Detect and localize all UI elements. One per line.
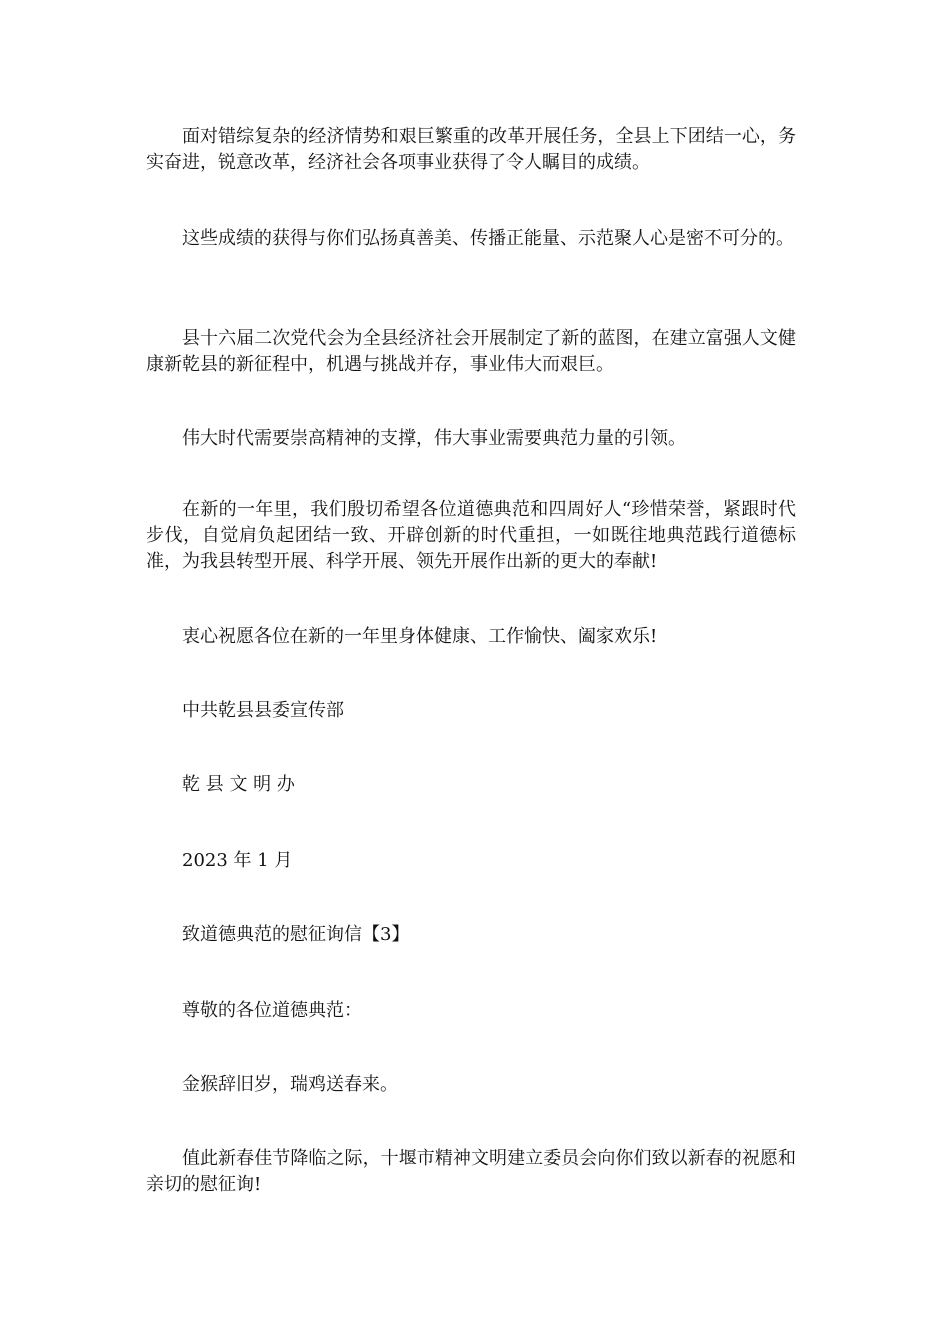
signature-civilization-office: 乾 县 文 明 办 [182, 774, 295, 795]
letter-heading: 致道德典范的慰征询信【3】 [182, 924, 410, 945]
paragraph-reform-achievements: 面对错综复杂的经济情势和艰巨繁重的改革开展任务，全县上下团结一心，务实奋进，锐意改革，经济社会各项事业获得了令人瞩目的成绩。 [146, 126, 796, 173]
paragraph-festival-regards: 值此新春佳节降临之际，十堰市精神文明建立委员会向你们致以新春的祝愿和亲切的慰征询! [146, 1148, 796, 1195]
paragraph-spring-greeting: 金猴辞旧岁，瑞鸡送春来。 [182, 1074, 398, 1095]
letter-salutation: 尊敬的各位道德典范： [182, 1000, 362, 1021]
signature-date: 2023 年 1 月 [182, 850, 293, 871]
paragraph-spirit-and-models: 伟大时代需要崇高精神的支撑，伟大事业需要典范力量的引领。 [182, 428, 686, 449]
paragraph-achievements-credit: 这些成绩的获得与你们弘扬真善美、传播正能量、示范聚人心是密不可分的。 [182, 228, 794, 249]
paragraph-new-year-hopes: 在新的一年里，我们殷切希望各位道德典范和四周好人“珍惜荣誉，紧跟时代步伐，自觉肩负起团结一致、开辟创新的时代重担，一如既往地典范践行道德标准，为我县转型开展、科学开展、领先开展作出新的更大的奉献! [146, 499, 796, 572]
paragraph-party-congress-blueprint: 县十六届二次党代会为全县经济社会开展制定了新的蓝图，在建立富强人文健康新乾县的新征程中，机遇与挑战并存，事业伟大而艰巨。 [146, 328, 796, 375]
paragraph-new-year-wishes: 衷心祝愿各位在新的一年里身体健康、工作愉快、阖家欢乐! [182, 626, 658, 647]
signature-publicity-department: 中共乾县县委宣传部 [182, 700, 344, 721]
